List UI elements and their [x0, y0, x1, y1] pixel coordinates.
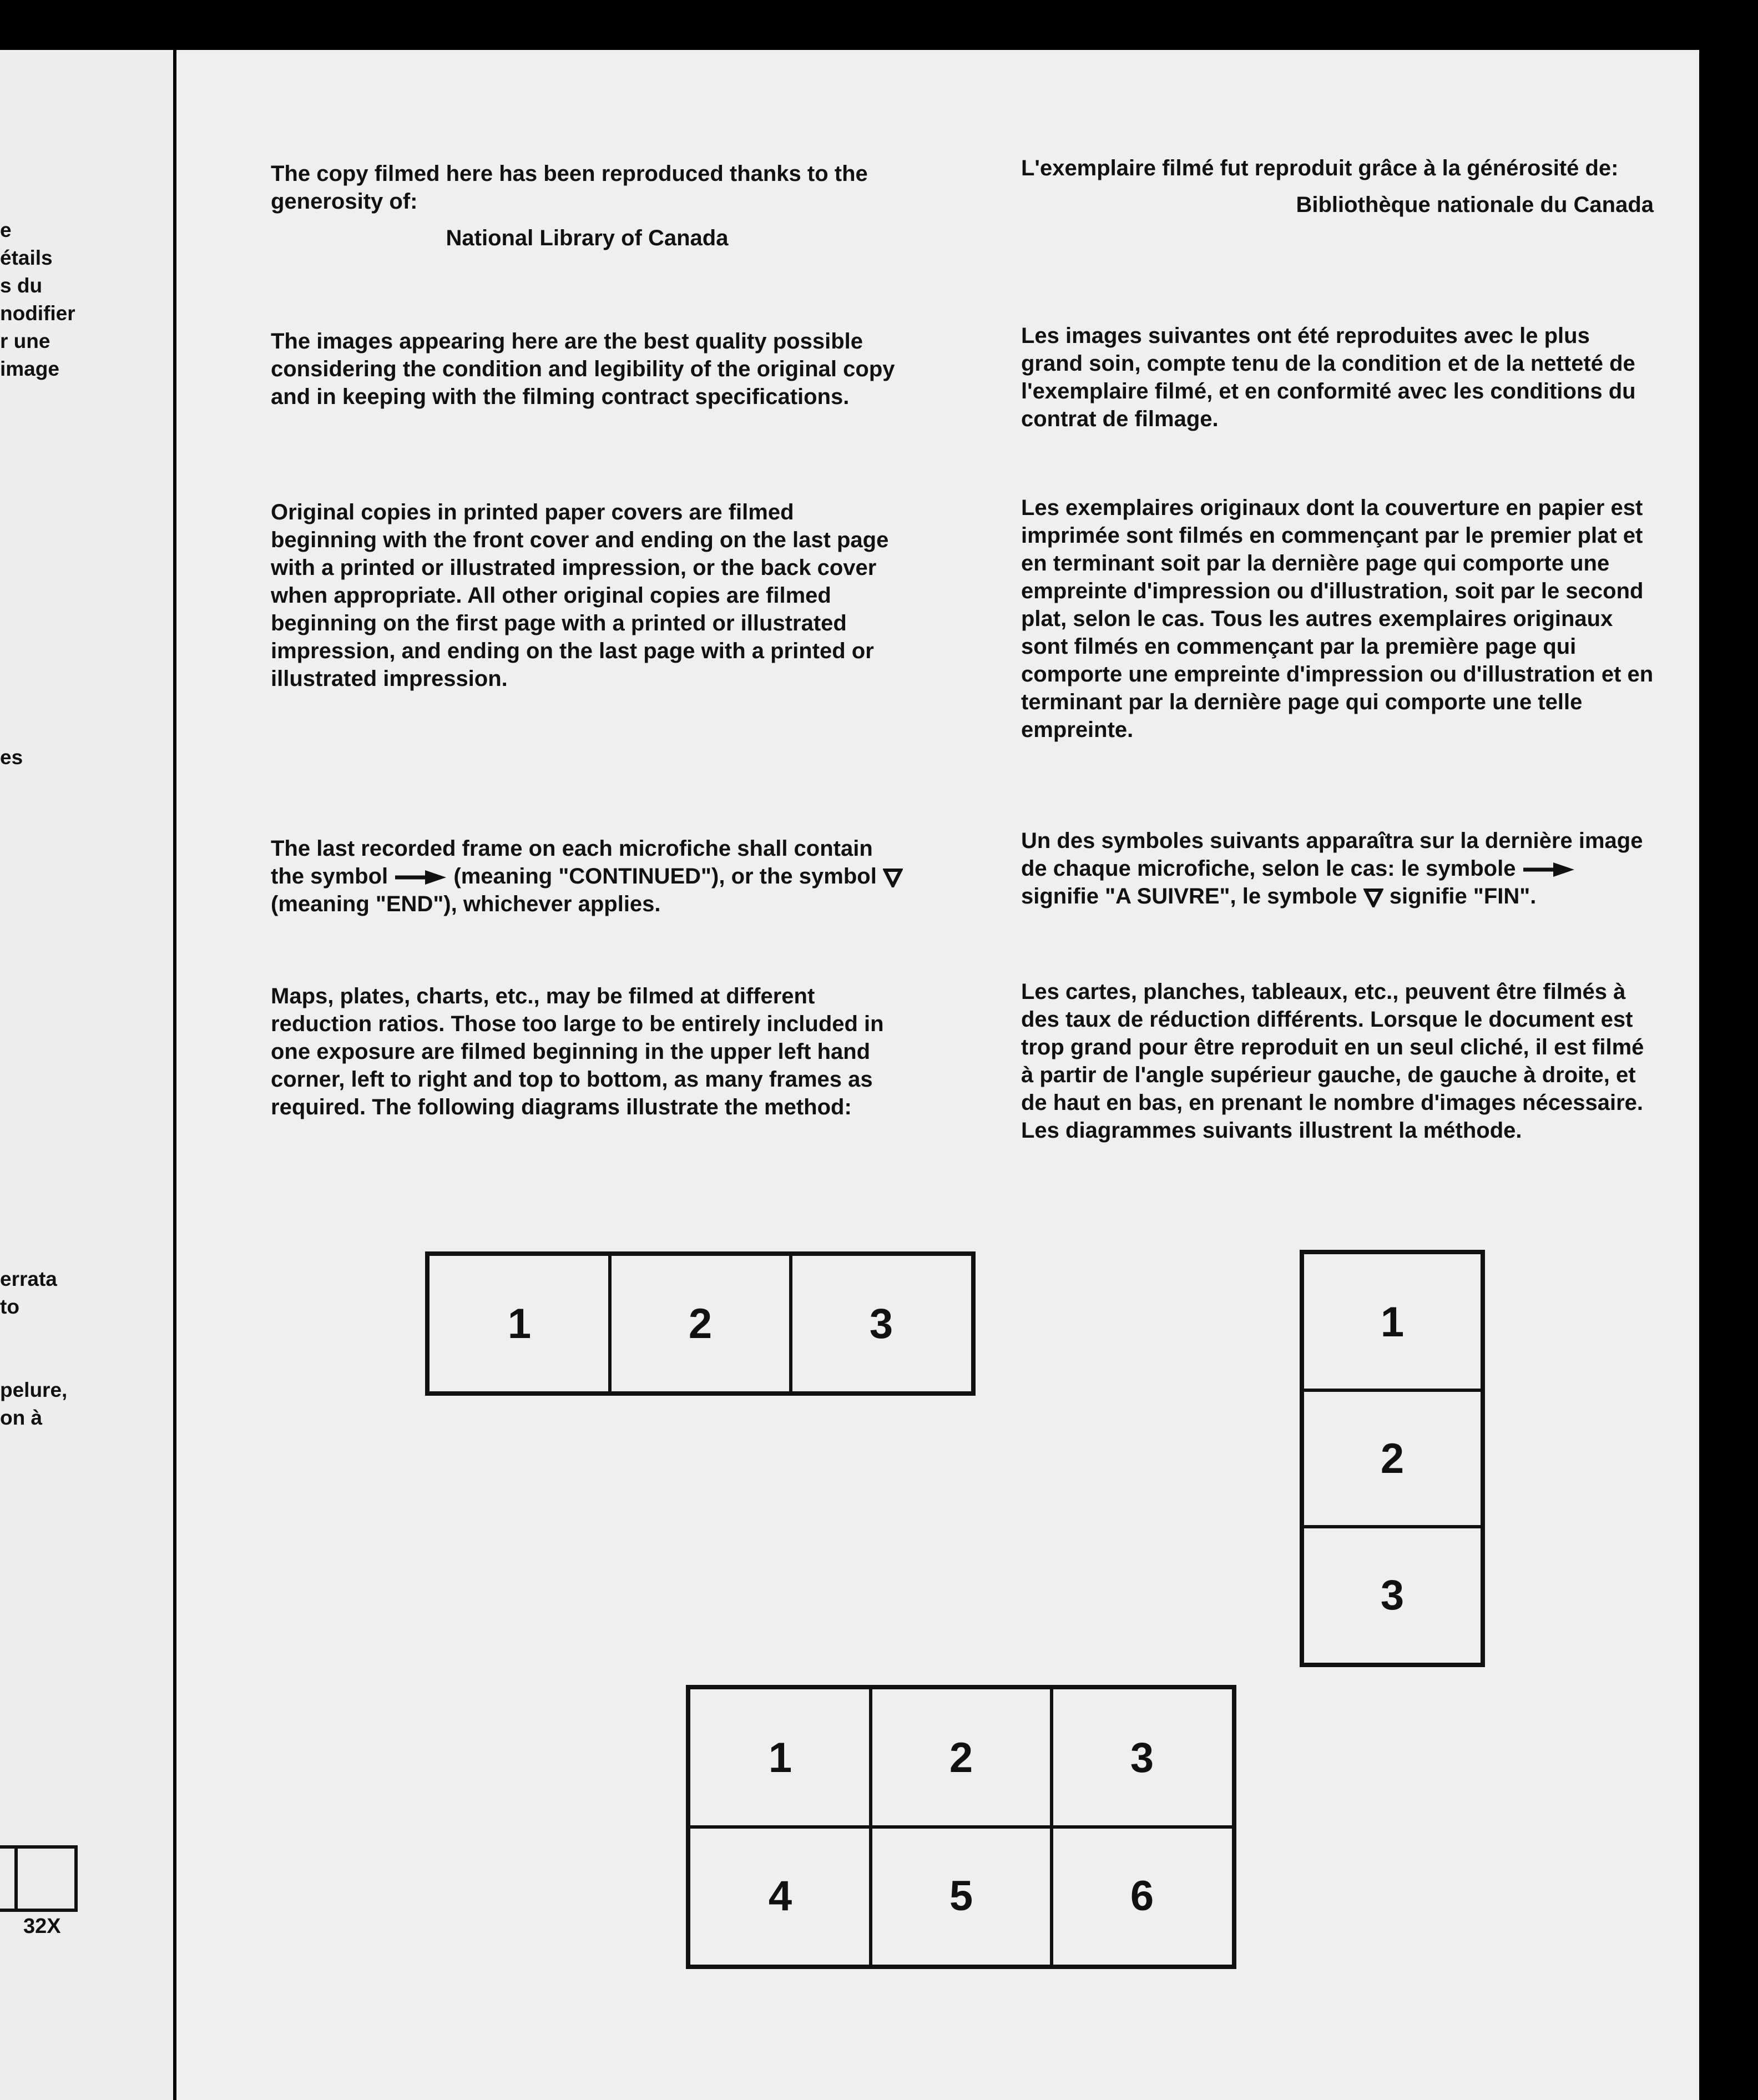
arrow-continued-icon	[1522, 861, 1575, 878]
french-institution: Bibliothèque nationale du Canada	[1296, 193, 1654, 217]
french-intro: L'exemplaire filmé fut reproduit grâce à la générosité de:	[1021, 156, 1619, 180]
french-intro-block	[1021, 154, 1654, 219]
english-quality: The images appearing here are the best quality possible considering the condition and legibility of the original copy and in keeping with the filming contract specifications.	[271, 329, 895, 409]
french-originals: Les exemplaires originaux dont la couverture en papier est imprimée sont filmés en commençant par le premier plat et en terminant soit par la dernière page qui comporte une empreinte d'impression ou d'illustration, soit par le second plat, selon le cas. Tous les autres exemplaires originaux sont filmés en commençant par la première page qui comporte une empreinte d'impression ou d'illustration et en terminant par la dernière page qui comporte une telle empreinte.	[1021, 496, 1654, 742]
resolution-chart-box	[0, 1845, 78, 1912]
fragment-line: on à	[0, 1406, 43, 1429]
french-symbols-text-1: Un des symboles suivants apparaîtra sur la dernière image de chaque microfiche, selon le cas: le symbole	[1021, 829, 1643, 881]
english-originals-block	[271, 498, 903, 693]
arrow-continued-icon	[394, 869, 447, 886]
fragment-line: nodifier	[0, 302, 75, 325]
diagram-cell: 4	[688, 1825, 872, 1967]
english-institution: National Library of Canada	[446, 226, 729, 250]
fragment-line: errata	[0, 1268, 57, 1290]
french-symbols-block	[1021, 827, 1654, 910]
french-maps: Les cartes, planches, tableaux, etc., peuvent être filmés à des taux de réduction différents. Lorsque le document est trop grand pour être reproduit en un seul cliché, il est filmé à partir de l'angle supérieur gauche, de gauche à droite, et de haut en bas, en prenant le nombre d'images nécessaire. Les diagrammes suivants illustrent la méthode.	[1021, 980, 1644, 1143]
diagram-cell: 2	[869, 1687, 1053, 1829]
english-maps-block	[271, 982, 903, 1121]
diagram-vertical	[1300, 1250, 1485, 1667]
french-maps-block	[1021, 978, 1654, 1144]
english-symbols-text-1: The last recorded frame on each microfiche shall contain the symbol	[271, 836, 873, 889]
fragment-text-top	[0, 216, 75, 383]
fragment-line: es	[0, 746, 23, 769]
fragment-line: to	[0, 1295, 19, 1318]
french-symbols-text-3: signifie "FIN".	[1389, 884, 1537, 908]
fragment-line: r une	[0, 330, 50, 352]
english-originals: Original copies in printed paper covers are filmed beginning with the front cover and ending on the last page with a printed or illustrated impression, or the back cover when appropriate. All other original copies are filmed beginning on the first page with a printed or illustrated impression, and ending on the last page with a printed or illustrated impression.	[271, 500, 889, 691]
french-originals-block	[1021, 494, 1654, 744]
fragment-text-middle	[0, 744, 23, 771]
fragment-line: étails	[0, 246, 53, 269]
diagram-cell: 3	[1302, 1525, 1483, 1665]
diagram-cell: 1	[1302, 1252, 1483, 1392]
document-page	[176, 50, 1699, 2100]
english-intro-block	[271, 160, 903, 252]
diagram-cell: 6	[1050, 1825, 1234, 1967]
english-symbols-block	[271, 835, 903, 918]
triangle-end-icon	[1363, 887, 1383, 907]
english-symbols	[271, 835, 903, 918]
diagram-cell: 1	[688, 1687, 872, 1829]
english-symbols-text-3: (meaning "END"), whichever applies.	[271, 892, 661, 916]
fragment-text-lower	[0, 1265, 57, 1321]
fragment-line: pelure,	[0, 1379, 68, 1401]
fragment-line: s du	[0, 274, 43, 297]
size-label: 32X	[23, 1915, 61, 1938]
english-quality-block	[271, 327, 903, 411]
triangle-end-icon	[883, 867, 903, 887]
french-symbols	[1021, 827, 1654, 910]
english-intro: The copy filmed here has been reproduced thanks to the generosity of:	[271, 161, 868, 214]
diagram-cell: 2	[1302, 1389, 1483, 1528]
diagram-horizontal	[425, 1251, 976, 1396]
diagram-cell: 1	[427, 1254, 612, 1394]
diagram-grid	[686, 1685, 1236, 1969]
english-symbols-text-2: (meaning "CONTINUED"), or the symbol	[453, 864, 877, 889]
fragment-line: image	[0, 357, 59, 380]
fragment-line: e	[0, 219, 12, 241]
french-quality-block	[1021, 322, 1654, 433]
diagram-cell: 3	[789, 1254, 973, 1394]
english-maps: Maps, plates, charts, etc., may be filmed at different reduction ratios. Those too large to be entirely included in one exposure are filmed beginning in the upper left hand corner, left to right and top to bottom, as many frames as required. The following diagrams illustrate the method:	[271, 984, 884, 1119]
french-symbols-text-2: signifie "A SUIVRE", le symbole	[1021, 884, 1357, 908]
diagram-cell: 5	[869, 1825, 1053, 1967]
fragment-text-bottom	[0, 1376, 67, 1432]
diagram-cell: 2	[608, 1254, 792, 1394]
french-quality: Les images suivantes ont été reproduites avec le plus grand soin, compte tenu de la condition et de la netteté de l'exemplaire filmé, et en conformité avec les conditions du contrat de filmage.	[1021, 324, 1636, 431]
diagram-cell: 3	[1050, 1687, 1234, 1829]
previous-page-fragment	[0, 50, 173, 2100]
